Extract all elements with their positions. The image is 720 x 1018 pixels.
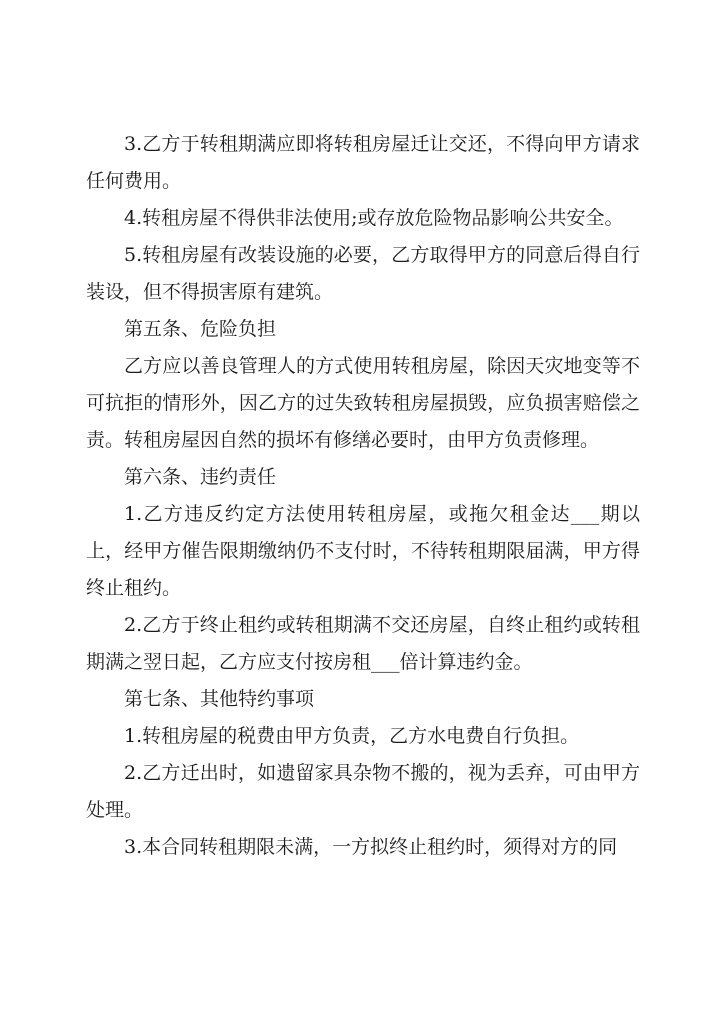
- paragraph-clause-5: 5.转租房屋有改装设施的必要，乙方取得甲方的同意后得自行装设，但不得损害原有建筑。: [86, 244, 640, 303]
- paragraph-breach-1: 1.乙方违反约定方法使用转租房屋，或拖欠租金达___期以上，经甲方催告限期缴纳仍不支付时，不待转租期限届满，甲方得终止租约。: [86, 503, 640, 599]
- paragraph-clause-3: 3.乙方于转租期满应即将转租房屋迁让交还，不得向甲方请求任何费用。: [86, 133, 640, 192]
- paragraph-risk: 乙方应以善良管理人的方式使用转租房屋，除因天灾地变等不可抗拒的情形外，因乙方的过失致转租房屋损毁，应负损害赔偿之责。转租房屋因自然的损坏有修缮必要时，由甲方负责修理。: [86, 355, 640, 451]
- section-heading-7: 第七条、其他特约事项: [124, 688, 315, 710]
- section-heading-6: 第六条、违约责任: [124, 466, 277, 488]
- paragraph-special-3: 3.本合同转租期限未满，一方拟终止租约时，须得对方的同: [124, 836, 618, 858]
- document-body: [86, 126, 640, 866]
- paragraph-clause-4: 4.转租房屋不得供非法使用;或存放危险物品影响公共安全。: [124, 207, 624, 229]
- paragraph-breach-2: 2.乙方于终止租约或转租期满不交还房屋，自终止租约或转租期满之翌日起，乙方应支付按房租___倍计算违约金。: [86, 614, 640, 673]
- paragraph-special-2: 2.乙方迁出时，如遗留家具杂物不搬的，视为丢弃，可由甲方处理。: [86, 762, 640, 821]
- paragraph-special-1: 1.转租房屋的税费由甲方负责，乙方水电费自行负担。: [124, 725, 580, 747]
- section-heading-5: 第五条、危险负担: [124, 318, 277, 340]
